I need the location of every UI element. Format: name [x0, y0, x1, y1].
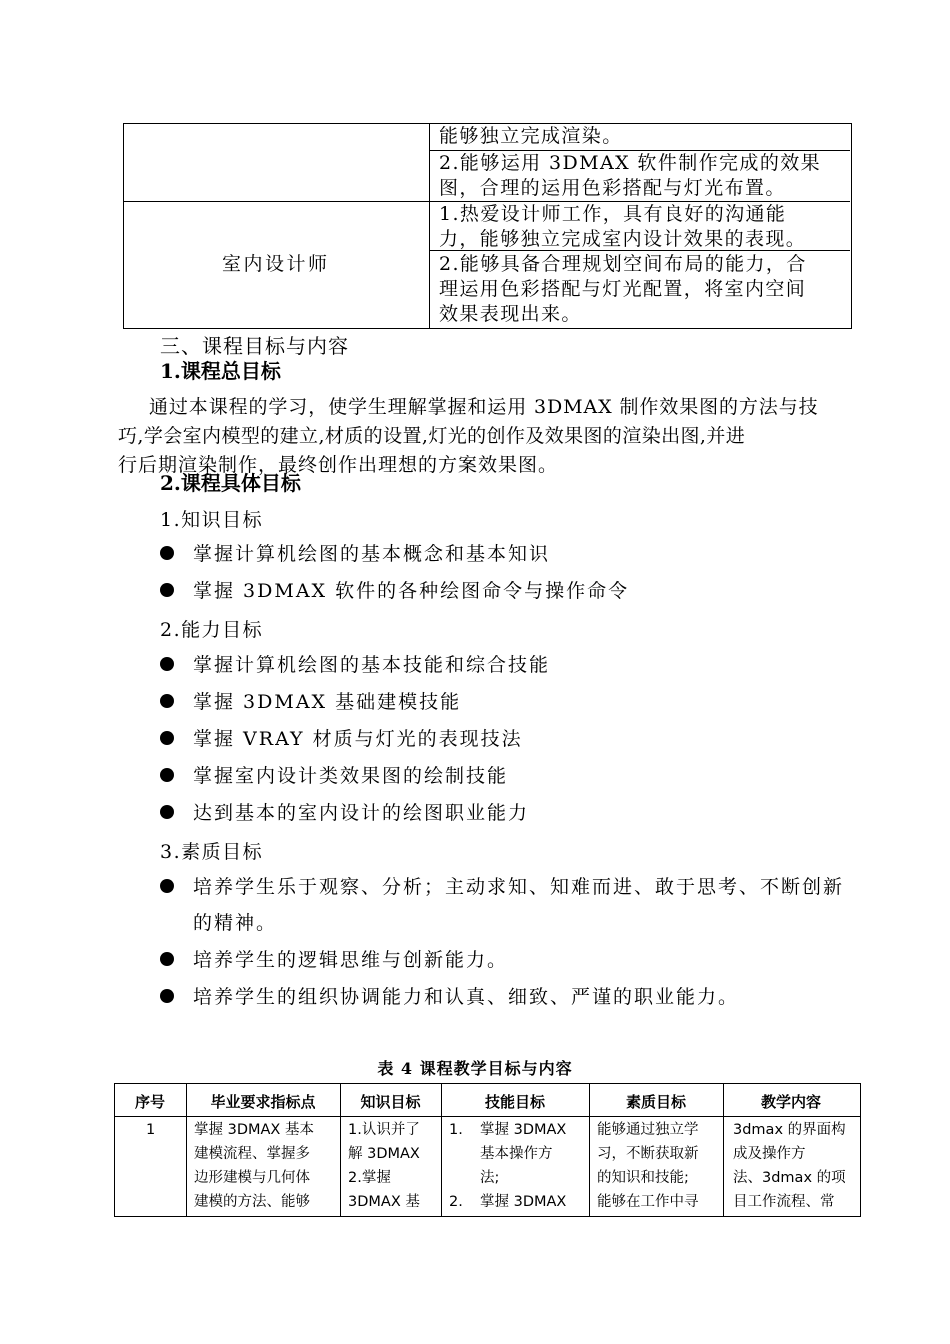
knowledge-cell [348, 1118, 420, 1214]
header-quality: 素质目标 [625, 1093, 686, 1111]
paragraph-line: 通过本课程的学习，使学生理解掌握和运用 3DMAX 制作效果图的方法与技 [149, 396, 819, 418]
cell-line: 解 3DMAX [348, 1146, 420, 1162]
cell-line: 建模流程、掌握多 [194, 1146, 310, 1162]
ability-item: 掌握 3DMAX 基础建模技能 [193, 691, 462, 713]
header-skill: 技能目标 [484, 1093, 545, 1111]
row-index: 1 [146, 1122, 156, 1138]
ability-item: 达到基本的室内设计的绘图职业能力 [193, 802, 530, 824]
header-index: 序号 [134, 1093, 165, 1111]
skill-item [480, 1190, 566, 1214]
table-cell-text: 理运用色彩搭配与灯光配置，将室内空间 [439, 278, 807, 300]
bullet-icon [160, 989, 174, 1003]
cell-line: 掌握 3DMAX [480, 1122, 567, 1138]
bullet-icon [160, 694, 174, 708]
table-divider [429, 123, 430, 328]
quality-item: 培养学生的组织协调能力和认真、细致、严谨的职业能力。 [193, 986, 740, 1008]
role-label: 室内设计师 [222, 253, 330, 275]
quality-heading: 3.素质目标 [160, 841, 264, 863]
table-cell-text: 能够独立完成渲染。 [439, 125, 623, 147]
specific-goal-heading: 2.课程具体目标 [160, 471, 301, 495]
section-title: 三、课程目标与内容 [160, 334, 349, 358]
bullet-icon [160, 768, 174, 782]
quality-cell [597, 1118, 699, 1214]
ability-item: 掌握室内设计类效果图的绘制技能 [193, 765, 509, 787]
overall-goal-heading: 1.课程总目标 [160, 359, 281, 383]
paragraph-line: 行后期渲染制作，最终创作出理想的方案效果图。 [118, 454, 559, 476]
bullet-icon [160, 657, 174, 671]
cell-line: 基本操作方 [480, 1146, 553, 1162]
ability-heading: 2.能力目标 [160, 619, 264, 641]
requirement-cell [194, 1118, 314, 1214]
ability-item: 掌握 VRAY 材质与灯光的表现技法 [193, 728, 523, 750]
cell-line: 能够在工作中寻 [597, 1194, 699, 1210]
table-cell-text: 效果表现出来。 [439, 303, 582, 325]
header-requirement: 毕业要求指标点 [210, 1093, 316, 1111]
paragraph-line: 巧,学会室内模型的建立,材质的设置,灯光的创作及效果图的渲染出图,并进 [118, 425, 746, 447]
bullet-icon [160, 731, 174, 745]
table-cell-text: 图，合理的运用色彩搭配与灯光布置。 [439, 177, 786, 199]
cell-line: 3dmax 的界面构 [733, 1122, 846, 1138]
header-content: 教学内容 [760, 1093, 821, 1111]
quality-item: 培养学生的逻辑思维与创新能力。 [193, 949, 509, 971]
table-cell-text: 2.能够运用 3DMAX 软件制作完成的效果 [439, 152, 822, 174]
ability-item: 掌握计算机绘图的基本技能和综合技能 [193, 654, 551, 676]
quality-item: 培养学生乐于观察、分析；主动求知、知难而进、敢于思考、不断创新 [193, 876, 845, 898]
bullet-icon [160, 583, 174, 597]
bullet-icon [160, 879, 174, 893]
cell-line: 掌握 3DMAX [480, 1194, 567, 1210]
cell-line: 目工作流程、常 [733, 1194, 835, 1210]
knowledge-heading: 1.知识目标 [160, 509, 264, 531]
cell-line: 的知识和技能; [597, 1170, 689, 1186]
skill-num: 1. [449, 1122, 463, 1138]
table-cell-text: 1.热爱设计师工作，具有良好的沟通能 [439, 203, 787, 225]
cell-line: 能够通过独立学 [597, 1122, 699, 1138]
bullet-icon [160, 546, 174, 560]
cell-line: 3DMAX 基 [348, 1194, 420, 1210]
cell-line: 成及操作方 [733, 1146, 806, 1162]
cell-line: 法; [480, 1170, 500, 1186]
cell-line: 1.认识并了 [348, 1122, 420, 1138]
skill-item [480, 1118, 566, 1190]
knowledge-item: 掌握计算机绘图的基本概念和基本知识 [193, 543, 551, 565]
table-cell-text: 2.能够具备合理规划空间布局的能力，合 [439, 253, 807, 275]
cell-line: 边形建模与几何体 [194, 1170, 310, 1186]
cell-line: 法、3dmax 的项 [733, 1170, 846, 1186]
quality-item-continuation: 的精神。 [193, 912, 278, 934]
bullet-icon [160, 952, 174, 966]
knowledge-item: 掌握 3DMAX 软件的各种绘图命令与操作命令 [193, 580, 630, 602]
cell-line: 习，不断获取新 [597, 1146, 699, 1162]
table-cell-text: 力，能够独立完成室内设计效果的表现。 [439, 228, 807, 250]
header-knowledge: 知识目标 [360, 1093, 421, 1111]
cell-line: 掌握 3DMAX 基本 [194, 1122, 314, 1138]
content-cell [733, 1118, 846, 1214]
cell-line: 2.掌握 [348, 1170, 391, 1186]
skill-num: 2. [449, 1194, 463, 1210]
table-caption: 表 4 课程教学目标与内容 [377, 1059, 573, 1078]
bullet-icon [160, 805, 174, 819]
cell-line: 建模的方法、能够 [194, 1194, 310, 1210]
